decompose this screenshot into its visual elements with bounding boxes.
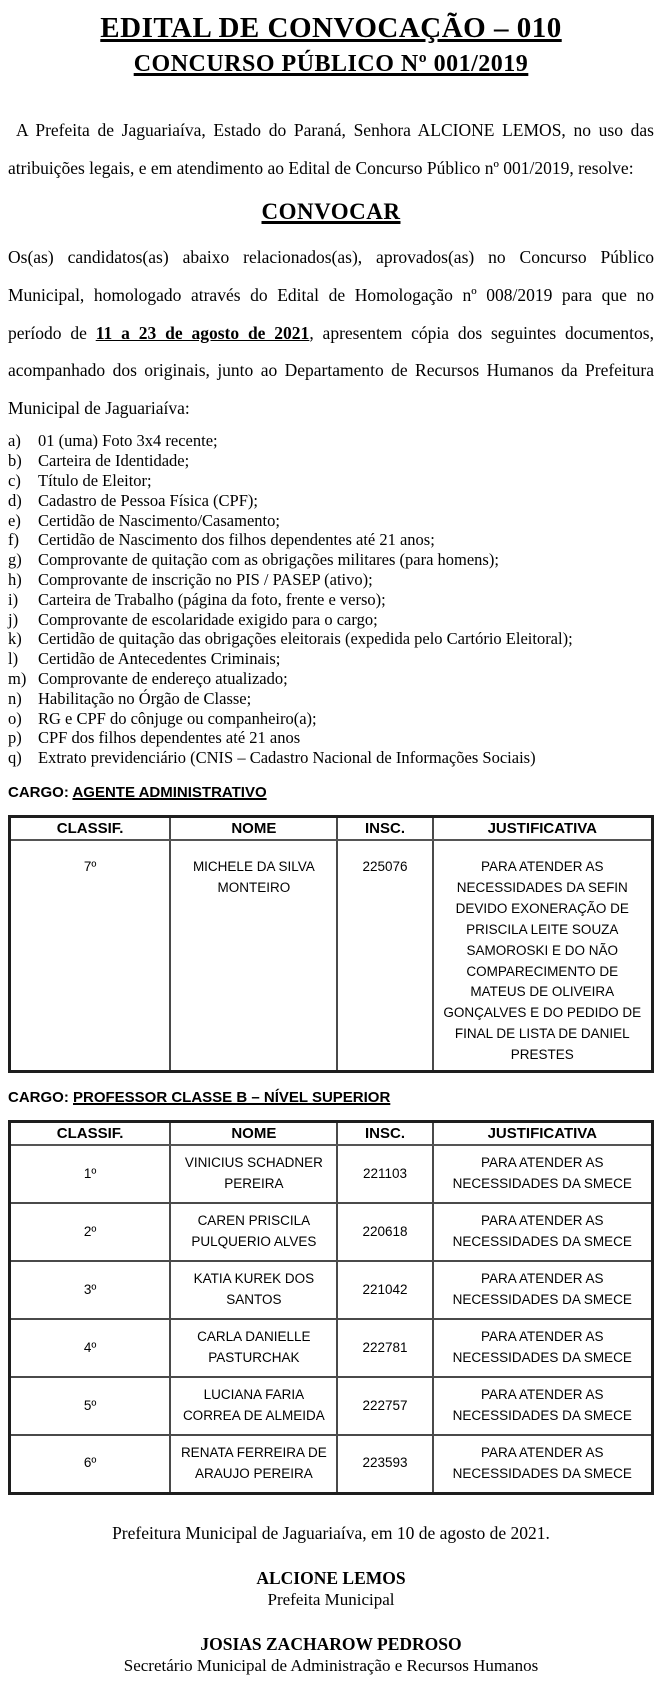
document-list-item	[8, 511, 654, 531]
table-cell-insc: 223593	[337, 1435, 432, 1493]
intro-paragraph: A Prefeita de Jaguariaíva, Estado do Paraná, Senhora ALCIONE LEMOS, no uso das atribuições legais, e em atendimento ao Edital de Concurso Público nº 001/2019, resolve:	[8, 120, 654, 178]
document-list-marker: h)	[8, 569, 22, 589]
document-list-marker: a)	[8, 431, 21, 451]
document-list-marker: i)	[8, 589, 19, 609]
document-list-marker: o)	[8, 708, 22, 728]
table-cell-justificativa: PARA ATENDER AS NECESSIDADES DA SMECE	[433, 1435, 653, 1493]
table-cell-justificativa: PARA ATENDER AS NECESSIDADES DA SMECE	[433, 1203, 653, 1261]
cargo-heading	[8, 784, 654, 801]
table-row	[10, 1319, 653, 1377]
table-cell-justificativa: PARA ATENDER AS NECESSIDADES DA SMECE	[433, 1377, 653, 1435]
signature-block	[8, 1634, 654, 1676]
table-cell-nome: VINICIUS SCHADNER PEREIRA	[170, 1145, 337, 1203]
document-list-item	[8, 491, 654, 511]
document-list-text: Habilitação no Órgão de Classe;	[38, 688, 252, 708]
body-paragraph-highlight-dates: 11 a 23 de agosto de 2021	[95, 322, 310, 343]
document-list-marker: j)	[8, 609, 19, 629]
document-list-text: Comprovante de quitação com as obrigações militares (para homens);	[38, 550, 499, 570]
signature-name: JOSIAS ZACHAROW PEDROSO	[200, 1633, 462, 1654]
body-paragraph-part1: Os(as) candidatos(as) abaixo relacionados(as), aprovados(as) no Concurso Público Municipal, homologado através do Edital de Homologação nº 008/2019 para que no período de	[8, 247, 654, 343]
document-list-text: Título de Eleitor;	[38, 470, 152, 490]
document-list-text: Certidão de Nascimento dos filhos dependentes até 21 anos;	[38, 530, 435, 550]
document-list-item	[8, 530, 654, 550]
document-list-item	[8, 728, 654, 748]
signature-name: ALCIONE LEMOS	[256, 1567, 406, 1588]
table-row	[10, 1203, 653, 1261]
table-cell-insc: 222757	[337, 1377, 432, 1435]
table-cell-nome: MICHELE DA SILVA MONTEIRO	[170, 840, 337, 1072]
table-header-row	[10, 1122, 653, 1146]
table-cell-insc: 221103	[337, 1145, 432, 1203]
table-header-cell: JUSTIFICATIVA	[433, 816, 653, 840]
document-list-item	[8, 610, 654, 630]
table-cell-nome: RENATA FERREIRA DE ARAUJO PEREIRA	[170, 1435, 337, 1493]
cargo-heading	[8, 1089, 654, 1106]
cargo-table	[8, 815, 654, 1073]
document-title: EDITAL DE CONVOCAÇÃO – 010	[100, 12, 562, 44]
document-list-marker: c)	[8, 470, 21, 490]
cargo-title: PROFESSOR CLASSE B – NÍVEL SUPERIOR	[73, 1089, 391, 1107]
document-list-text: Certidão de Nascimento/Casamento;	[38, 510, 280, 530]
table-row	[10, 1377, 653, 1435]
table-cell-classif: 7º	[10, 840, 171, 1072]
document-list-item	[8, 431, 654, 451]
document-list-marker: g)	[8, 550, 22, 570]
table-row	[10, 1261, 653, 1319]
cargo-sections	[8, 784, 654, 1495]
table-cell-classif: 2º	[10, 1203, 171, 1261]
cargo-label: CARGO:	[8, 783, 73, 801]
table-cell-classif: 3º	[10, 1261, 171, 1319]
table-header-row	[10, 816, 653, 840]
table-cell-nome: LUCIANA FARIA CORREA DE ALMEIDA	[170, 1377, 337, 1435]
document-list-marker: l)	[8, 649, 19, 669]
document-list-marker: n)	[8, 688, 22, 708]
document-list-item	[8, 649, 654, 669]
table-header-cell: NOME	[170, 816, 337, 840]
table-header-cell: CLASSIF.	[10, 1122, 171, 1146]
document-list-text: Comprovante de escolaridade exigido para o cargo;	[38, 609, 378, 629]
table-cell-nome: CAREN PRISCILA PULQUERIO ALVES	[170, 1203, 337, 1261]
table-header-cell: CLASSIF.	[10, 816, 171, 840]
document-list-marker: m)	[8, 668, 27, 688]
table-cell-justificativa: PARA ATENDER AS NECESSIDADES DA SMECE	[433, 1261, 653, 1319]
table-cell-insc: 220618	[337, 1203, 432, 1261]
signature-role: Secretário Municipal de Administração e Recursos Humanos	[123, 1655, 539, 1675]
document-list-text: RG e CPF do cônjuge ou companheiro(a);	[38, 708, 317, 728]
footer-date-line: Prefeitura Municipal de Jaguariaíva, em 10 de agosto de 2021.	[112, 1522, 550, 1543]
document-list-marker: d)	[8, 490, 22, 510]
table-cell-insc: 222781	[337, 1319, 432, 1377]
document-list-item	[8, 669, 654, 689]
table-header-cell: INSC.	[337, 1122, 432, 1146]
document-list-marker: f)	[8, 530, 19, 550]
document-list-item	[8, 570, 654, 590]
cargo-table	[8, 1120, 654, 1495]
document-list-text: Carteira de Identidade;	[38, 451, 190, 471]
document-list-item	[8, 451, 654, 471]
body-paragraph	[8, 239, 654, 427]
body-paragraph-part2: , apresentem cópia dos seguintes documentos, acompanhado dos originais, junto ao Departamento de Recursos Humanos da Prefeitura Municipal de Jaguariaíva:	[8, 322, 654, 418]
document-list-item	[8, 709, 654, 729]
cargo-label: CARGO:	[8, 1089, 73, 1107]
table-cell-insc: 221042	[337, 1261, 432, 1319]
table-header-cell: INSC.	[337, 816, 432, 840]
table-header-cell: NOME	[170, 1122, 337, 1146]
table-cell-classif: 4º	[10, 1319, 171, 1377]
table-header-cell: JUSTIFICATIVA	[433, 1122, 653, 1146]
document-list-marker: p)	[8, 728, 22, 748]
table-cell-classif: 5º	[10, 1377, 171, 1435]
document-list-text: Cadastro de Pessoa Física (CPF);	[38, 490, 258, 510]
document-list-item	[8, 748, 654, 768]
document-list-marker: k)	[8, 629, 22, 649]
table-cell-justificativa: PARA ATENDER AS NECESSIDADES DA SMECE	[433, 1145, 653, 1203]
document-list-marker: q)	[8, 748, 22, 768]
document-list-text: CPF dos filhos dependentes até 21 anos	[38, 728, 301, 748]
document-list-item	[8, 689, 654, 709]
table-cell-justificativa: PARA ATENDER AS NECESSIDADES DA SMECE	[433, 1319, 653, 1377]
table-cell-nome: CARLA DANIELLE PASTURCHAK	[170, 1319, 337, 1377]
table-row	[10, 1145, 653, 1203]
document-list-marker: b)	[8, 451, 22, 471]
document-subtitle: CONCURSO PÚBLICO Nº 001/2019	[133, 51, 529, 77]
table-cell-insc: 225076	[337, 840, 432, 1072]
document-list-text: Certidão de quitação das obrigações eleitorais (expedida pelo Cartório Eleitoral);	[38, 629, 573, 649]
signature-block	[8, 1568, 654, 1610]
cargo-title: AGENTE ADMINISTRATIVO	[72, 783, 267, 801]
document-list-item	[8, 629, 654, 649]
document-list-text: Extrato previdenciário (CNIS – Cadastro Nacional de Informações Sociais)	[38, 748, 536, 768]
document-list-text: Comprovante de endereço atualizado;	[38, 668, 288, 688]
table-row	[10, 840, 653, 1072]
documents-list	[8, 431, 654, 768]
document-list-item	[8, 550, 654, 570]
document-list-item	[8, 590, 654, 610]
document-list-text: 01 (uma) Foto 3x4 recente;	[38, 431, 218, 451]
table-cell-classif: 6º	[10, 1435, 171, 1493]
table-row	[10, 1435, 653, 1493]
table-cell-nome: KATIA KUREK DOS SANTOS	[170, 1261, 337, 1319]
document-list-item	[8, 471, 654, 491]
table-cell-classif: 1º	[10, 1145, 171, 1203]
document-list-marker: e)	[8, 510, 21, 530]
convocar-heading: CONVOCAR	[261, 199, 401, 225]
document-list-text: Certidão de Antecedentes Criminais;	[38, 649, 281, 669]
document-list-text: Comprovante de inscrição no PIS / PASEP (ativo);	[38, 569, 373, 589]
table-cell-justificativa: PARA ATENDER AS NECESSIDADES DA SEFIN DEVIDO EXONERAÇÃO DE PRISCILA LEITE SOUZA SAMOROSKI E DO NÃO COMPARECIMENTO DE MATEUS DE OLIVEIRA GONÇALVES E DO PEDIDO DE FINAL DE LISTA DE DANIEL PRESTES	[433, 840, 653, 1072]
document-list-text: Carteira de Trabalho (página da foto, frente e verso);	[38, 589, 386, 609]
signature-blocks	[8, 1568, 654, 1676]
signature-role: Prefeita Municipal	[267, 1589, 395, 1609]
